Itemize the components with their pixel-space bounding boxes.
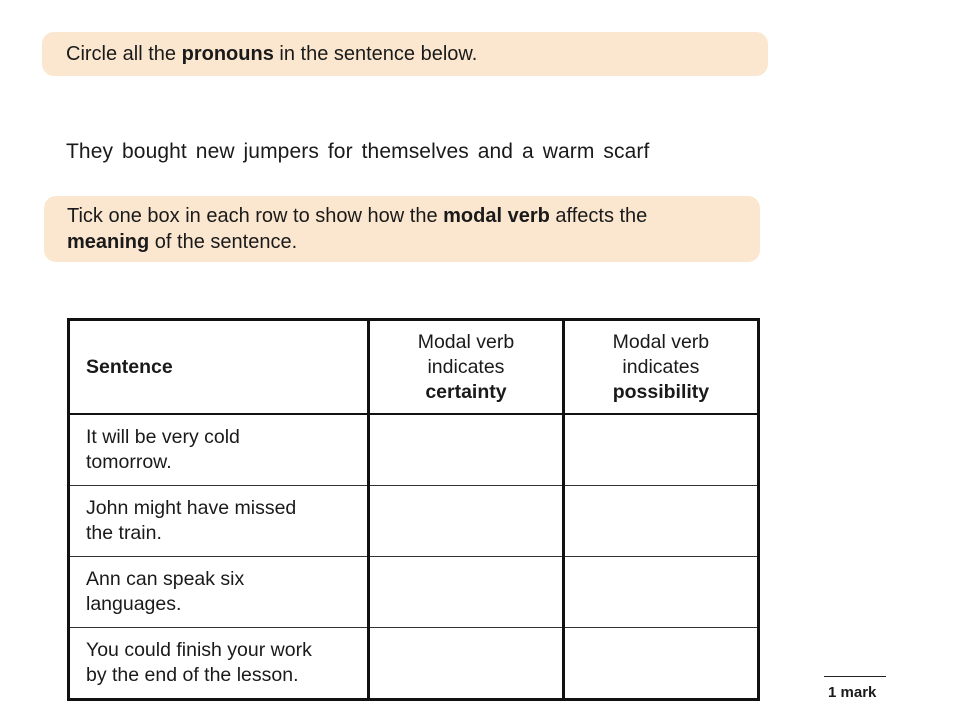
- possibility-tick-box[interactable]: [563, 486, 758, 557]
- instruction-text: Circle all the: [66, 43, 182, 65]
- row-sentence-line: the train.: [86, 522, 162, 544]
- modal-verb-table: [67, 318, 760, 701]
- mark-label: 1 mark: [828, 684, 877, 701]
- row-sentence: [69, 557, 369, 628]
- instruction-tick-boxes: [44, 196, 760, 262]
- possibility-tick-box[interactable]: [563, 414, 758, 486]
- instruction-circle-pronouns: [42, 32, 768, 76]
- instruction-text: in the sentence below.: [273, 43, 478, 65]
- row-sentence-line: It will be very cold: [86, 426, 240, 448]
- header-line: Modal verb: [612, 330, 710, 353]
- header-keyword: possibility: [612, 380, 710, 403]
- row-sentence-line: John might have missed: [86, 497, 297, 519]
- table-header-row: [69, 320, 759, 415]
- mark-divider: [824, 676, 886, 677]
- instruction-text: affects the: [549, 205, 648, 227]
- instruction-keyword: pronouns: [181, 43, 274, 65]
- pronoun-sentence[interactable]: They bought new jumpers for themselves and a warm scarf: [66, 140, 650, 163]
- table-row: [69, 414, 759, 486]
- instruction-keyword: meaning: [67, 231, 150, 253]
- possibility-tick-box[interactable]: [563, 628, 758, 700]
- header-line: indicates: [622, 355, 700, 378]
- row-sentence: [69, 486, 369, 557]
- header-line: Modal verb: [417, 330, 515, 353]
- row-sentence-line: Ann can speak six: [86, 568, 245, 590]
- possibility-tick-box[interactable]: [563, 557, 758, 628]
- table-row: [69, 486, 759, 557]
- header-sentence: Sentence: [69, 320, 369, 415]
- instruction-text: Tick one box in each row to show how the: [67, 205, 444, 227]
- header-possibility: [563, 320, 758, 415]
- certainty-tick-box[interactable]: [369, 486, 564, 557]
- row-sentence-line: by the end of the lesson.: [86, 664, 299, 686]
- certainty-tick-box[interactable]: [369, 628, 564, 700]
- row-sentence-line: languages.: [86, 593, 182, 615]
- instruction-text: of the sentence.: [149, 231, 298, 253]
- table-row: [69, 557, 759, 628]
- row-sentence-line: You could finish your work: [86, 639, 312, 661]
- table-row: [69, 628, 759, 700]
- row-sentence: [69, 414, 369, 486]
- row-sentence: [69, 628, 369, 700]
- header-line: indicates: [427, 355, 505, 378]
- row-sentence-line: tomorrow.: [86, 451, 172, 473]
- certainty-tick-box[interactable]: [369, 557, 564, 628]
- instruction-keyword: modal verb: [443, 205, 550, 227]
- certainty-tick-box[interactable]: [369, 414, 564, 486]
- header-keyword: certainty: [425, 380, 507, 403]
- header-certainty: [369, 320, 564, 415]
